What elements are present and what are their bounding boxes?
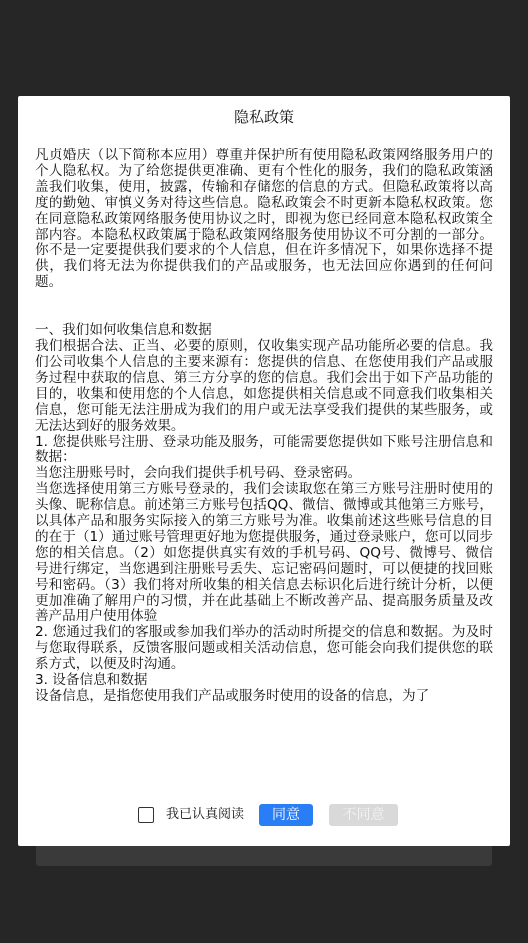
dialog-title: 隐私政策 bbox=[233, 108, 294, 126]
policy-content[interactable] bbox=[35, 148, 493, 790]
dialog-footer bbox=[18, 804, 510, 832]
policy-paragraph: 2. 您通过我们的客服或参加我们举办的活动时所提交的信息和数据。为及时与您取得联系，反馈客服问题或相关活动信息，您可能会向我们提供您的联系方式，以便及时沟通。 bbox=[35, 624, 493, 673]
policy-paragraph: 当您注册账号时，会向我们提供手机号码、登录密码。 bbox=[35, 465, 362, 482]
policy-paragraph: 3. 设备信息和数据 bbox=[35, 672, 148, 689]
read-confirm-label[interactable]: 我已认真阅读 bbox=[166, 807, 245, 822]
paragraph-gap bbox=[35, 291, 493, 323]
policy-paragraph: 设备信息，是指您使用我们产品或服务时使用的设备的信息，为了 bbox=[35, 688, 430, 704]
privacy-policy-dialog bbox=[18, 96, 510, 846]
policy-paragraph: 当您选择使用第三方账号登录的，我们会读取您在第三方账号注册时使用的头像、昵称信息。前述第三方账号包括QQ、微信、微博或其他第三方账号，以具体产品和服务实际接入的第三方账号为准。收集前述这些账号信息的目的在于（1）通过账号管理更好地为您提供服务，通过登录账户，您可以同步您的相关信息。（2）如您提供真实有效的手机号码、QQ号、微博号、微信号进行绑定，当您遇到注册账号丢失、忘记密码问题时，可以便捷的找回账号和密码。（3）我们将对所收集的相关信息去标识化后进行统计分析，以便更加准确了解用户的习惯，并在此基础上不断改善产品、提高服务质量及改善产品用户使用体验 bbox=[35, 481, 493, 625]
intro-paragraph: 凡贞婚庆（以下简称本应用）尊重并保护所有使用隐私政策网络服务用户的个人隐私权。为了给您提供更准确、更有个性化的服务，我们的隐私政策涵盖我们收集，使用，披露，传输和存储您的信息的方式。但隐私政策将以高度的勤勉、审慎义务对待这些信息。隐私政策会不时更新本隐私权政策。您在同意隐私政策网络服务使用协议之时，即视为您已经同意本隐私权政策全部内容。本隐私权政策属于隐私政策网络服务使用协议不可分割的一部分。你不是一定要提供我们要求的个人信息，但在许多情况下，如果你选择不提供，我们将无法为你提供我们的产品或服务，也无法回应你遇到的任何问题。 bbox=[35, 148, 493, 291]
read-confirm-checkbox[interactable] bbox=[138, 807, 154, 823]
agree-button[interactable]: 同意 bbox=[259, 804, 313, 826]
disagree-button[interactable]: 不同意 bbox=[329, 804, 398, 826]
policy-paragraph: 我们根据合法、正当、必要的原则，仅收集实现产品功能所必要的信息。我们公司收集个人信息的主要来源有：您提供的信息、在您使用我们产品或服务过程中获取的信息、第三方分享的您的信息。我们会出于如下产品功能的目的，收集和使用您的个人信息，如您提供相关信息或不同意我们收集相关信息，您可能无法注册成为我们的用户或无法享受我们提供的某些服务，或无法达到好的服务效果。 bbox=[35, 338, 493, 434]
section-heading: 一、我们如何收集信息和数据 bbox=[35, 322, 212, 339]
policy-paragraph: 1. 您提供账号注册、登录功能及服务，可能需要您提供如下账号注册信息和数据： bbox=[35, 433, 493, 466]
